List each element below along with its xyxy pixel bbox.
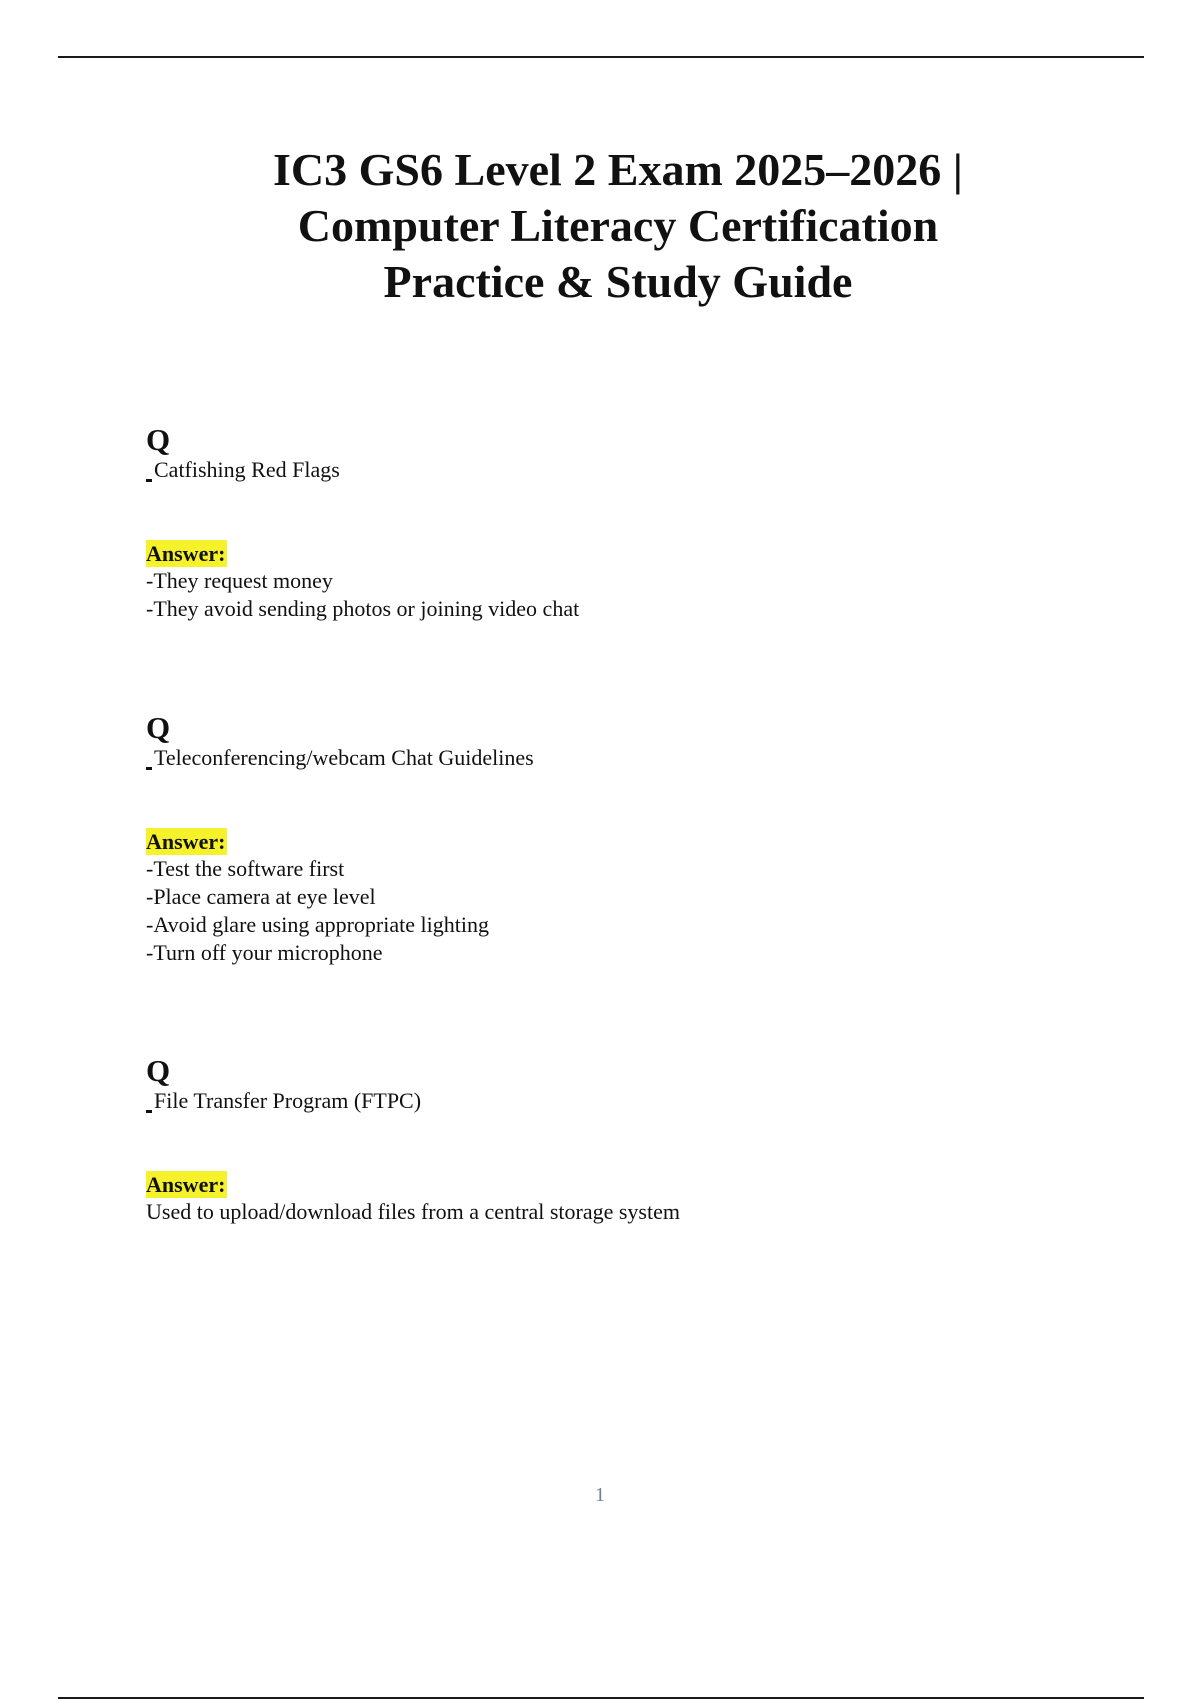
question-text [146,744,1046,772]
answer-line: -They avoid sending photos or joining video chat [146,596,580,621]
title-line: Computer Literacy Certification [297,200,939,251]
footer-rule [58,1697,1144,1699]
question-marker: Q [146,710,171,745]
answer-line: -They request money [146,568,333,593]
question-block [146,424,1046,623]
answer-block [146,540,1046,623]
answer-label: Answer: [146,541,226,566]
answer-block [146,1171,1046,1226]
answer-line: -Place camera at eye level [146,884,376,909]
question-block [146,712,1046,967]
question-block [146,1055,1046,1226]
answer-label: Answer: [146,1172,226,1197]
answer-line: -Turn off your microphone [146,940,383,965]
title-line: IC3 GS6 Level 2 Exam 2025–2026 | [273,144,963,195]
answer-label: Answer: [146,829,226,854]
question-text-label: Teleconferencing/webcam Chat Guidelines [154,745,534,770]
question-tick-mark [146,479,152,482]
question-marker: Q [146,1053,171,1088]
question-text [146,456,1046,484]
page-number: 1 [595,1484,605,1506]
answer-block [146,828,1046,967]
question-marker: Q [146,422,171,457]
question-text-label: Catfishing Red Flags [154,457,340,482]
title-line: Practice & Study Guide [383,256,853,307]
document-title [200,142,1036,310]
answer-list [146,855,1046,967]
question-tick-mark [146,767,152,770]
answer-list [146,567,1046,623]
answer-line: Used to upload/download files from a central storage system [146,1199,680,1224]
answer-line: -Avoid glare using appropriate lighting [146,912,489,937]
question-text [146,1087,1046,1115]
question-text-label: File Transfer Program (FTPC) [154,1088,422,1113]
header-rule [58,56,1144,58]
question-tick-mark [146,1110,152,1113]
answer-line: -Test the software first [146,856,345,881]
answer-list [146,1198,1046,1226]
